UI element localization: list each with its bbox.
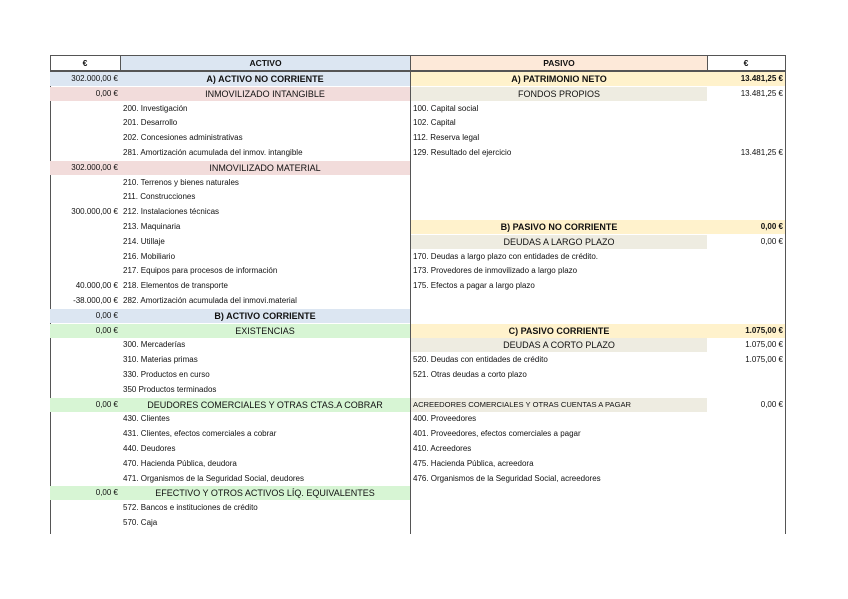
right-amount [707,190,785,204]
right-amount [707,264,785,278]
activo-account: 210. Terrenos y bienes naturales [123,178,239,187]
right-amount [707,516,785,530]
right-amount: 13.481,25 € [707,72,785,86]
pasivo-account: 112. Reserva legal [413,133,480,142]
right-amount [707,309,785,323]
left-amount [50,501,120,515]
right-amount: 1.075,00 € [707,324,785,338]
pasivo-account [411,501,707,515]
activo-section-title: EXISTENCIAS [120,324,410,338]
left-amount [50,442,120,456]
pasivo-account: 100. Capital social [413,104,479,113]
pasivo-account: 400. Proveedores [413,414,477,423]
activo-account: 431. Clientes, efectos comerciales a cobrar [123,429,277,438]
activo-section-title: EFECTIVO Y OTROS ACTIVOS LÍQ. EQUIVALENTES [120,486,410,500]
right-amount [707,279,785,293]
right-amount: 1.075,00 € [745,355,783,364]
left-amount [50,102,120,116]
right-amount: 1.075,00 € [745,340,783,349]
activo-account: 213. Maquinaria [123,222,181,231]
right-amount [707,161,785,175]
left-amount [50,383,120,397]
right-amount: 13.481,25 € [740,148,783,157]
right-amount [707,250,785,264]
pasivo-account: 102. Capital [413,118,456,127]
pasivo-section-title: FONDOS PROPIOS [411,87,707,101]
pasivo-account: 521. Otras deudas a corto plazo [413,370,527,379]
pasivo-section-title: B) PASIVO NO CORRIENTE [411,220,707,234]
pasivo-account: 475. Hacienda Pública, acreedora [413,459,534,468]
activo-section-title: B) ACTIVO CORRIENTE [120,309,410,323]
left-amount [50,190,120,204]
left-amount: 302.000,00 € [50,161,120,175]
column-divider-pasivo [707,55,708,71]
activo-section-title: INMOVILIZADO MATERIAL [120,161,410,175]
header-top-border [50,55,785,56]
activo-account: 216. Mobiliario [123,252,176,261]
header-pasivo: PASIVO [411,56,707,70]
pasivo-section-title: A) PATRIMONIO NETO [411,72,707,86]
pasivo-account: 175. Efectos a pagar a largo plazo [413,281,535,290]
right-amount: 13.481,25 € [740,89,783,98]
header-activo: ACTIVO [120,56,411,70]
pasivo-account: 173. Provedores de inmovilizado a largo plazo [413,266,578,275]
pasivo-account: 476. Organismos de la Seguridad Social, acreedores [413,474,601,483]
left-amount [50,516,120,530]
left-amount [50,264,120,278]
column-divider-activo [120,55,121,71]
pasivo-account [411,516,707,530]
left-amount: -38.000,00 € [73,296,118,305]
pasivo-account: 520. Deudas con entidades de crédito [413,355,548,364]
right-amount [707,412,785,426]
pasivo-account [411,190,707,204]
activo-account: 212. Instalaciones técnicas [123,207,220,216]
right-amount [707,486,785,500]
activo-account: 572. Bancos e instituciones de crédito [123,503,258,512]
pasivo-account [411,309,707,323]
activo-account: 350 Productos terminados [123,385,217,394]
right-amount [707,294,785,308]
activo-account: 570. Caja [123,518,158,527]
left-amount [50,131,120,145]
right-amount [707,131,785,145]
pasivo-account [411,205,707,219]
header-left-currency: € [82,58,88,68]
left-amount: 40.000,00 € [75,281,118,290]
left-amount [50,250,120,264]
activo-account: 211. Construcciones [123,192,196,201]
left-amount [50,338,120,352]
pasivo-account: 170. Deudas a largo plazo con entidades de crédito. [413,252,599,261]
pasivo-section-title: DEUDAS A CORTO PLAZO [411,338,707,352]
left-amount: 0,00 € [50,486,120,500]
pasivo-section-title: DEUDAS A LARGO PLAZO [411,235,707,249]
left-amount [50,116,120,130]
activo-section-title: INMOVILIZADO INTANGIBLE [120,87,410,101]
pasivo-section-title: ACREEDORES COMERCIALES Y OTRAS CUENTAS A PAGAR [411,398,707,412]
activo-account: 440. Deudores [123,444,176,453]
right-amount [707,116,785,130]
left-amount: 300.000,00 € [71,207,118,216]
left-amount [50,472,120,486]
activo-account: 202. Concesiones administrativas [123,133,243,142]
pasivo-account [411,294,707,308]
activo-account: 300. Mercaderías [123,340,186,349]
pasivo-account [411,176,707,190]
left-amount [50,368,120,382]
pasivo-account: 410. Acreedores [413,444,472,453]
left-amount [50,427,120,441]
right-amount [707,176,785,190]
activo-account: 201. Desarrollo [123,118,178,127]
pasivo-account: 401. Proveedores, efectos comerciales a pagar [413,429,581,438]
header-right-currency: € [743,58,749,68]
activo-section-title: DEUDORES COMERCIALES Y OTRAS CTAS.A COBRAR [120,398,410,412]
activo-section-title: A) ACTIVO NO CORRIENTE [120,72,410,86]
pasivo-account [411,486,707,500]
left-amount [50,220,120,234]
left-amount: 0,00 € [50,398,120,412]
left-amount [50,353,120,367]
right-amount [707,102,785,116]
left-amount: 0,00 € [50,309,120,323]
right-amount [707,383,785,397]
right-amount [707,205,785,219]
pasivo-account [411,161,707,175]
pasivo-account [411,383,707,397]
activo-account: 330. Productos en curso [123,370,210,379]
left-amount: 0,00 € [50,87,120,101]
left-amount: 0,00 € [50,324,120,338]
right-amount [707,501,785,515]
right-amount: 0,00 € [760,400,783,409]
right-amount [707,457,785,471]
pasivo-section-title: C) PASIVO CORRIENTE [411,324,707,338]
activo-account: 281. Amortización acumulada del inmov. intangible [123,148,303,157]
right-amount [707,368,785,382]
left-amount [50,457,120,471]
pasivo-account: 129. Resultado del ejercicio [413,148,512,157]
right-amount [707,442,785,456]
activo-account: 200. Investigación [123,104,188,113]
right-amount: 0,00 € [760,237,783,246]
activo-account: 282. Amortización acumulada del inmovi.material [123,296,297,305]
left-amount [50,146,120,160]
activo-account: 471. Organismos de la Seguridad Social, deudores [123,474,304,483]
activo-account: 217. Equipos para procesos de información [123,266,278,275]
activo-account: 470. Hacienda Pública, deudora [123,459,237,468]
activo-account: 214. Utillaje [123,237,165,246]
right-amount: 0,00 € [707,220,785,234]
column-divider-right [785,55,786,534]
right-amount [707,427,785,441]
activo-account: 430. Clientes [123,414,170,423]
activo-account: 218. Elementos de transporte [123,281,228,290]
left-amount [50,412,120,426]
activo-account: 310. Materias primas [123,355,198,364]
left-amount: 302.000,00 € [50,72,120,86]
right-amount [707,472,785,486]
left-amount [50,235,120,249]
left-amount [50,176,120,190]
